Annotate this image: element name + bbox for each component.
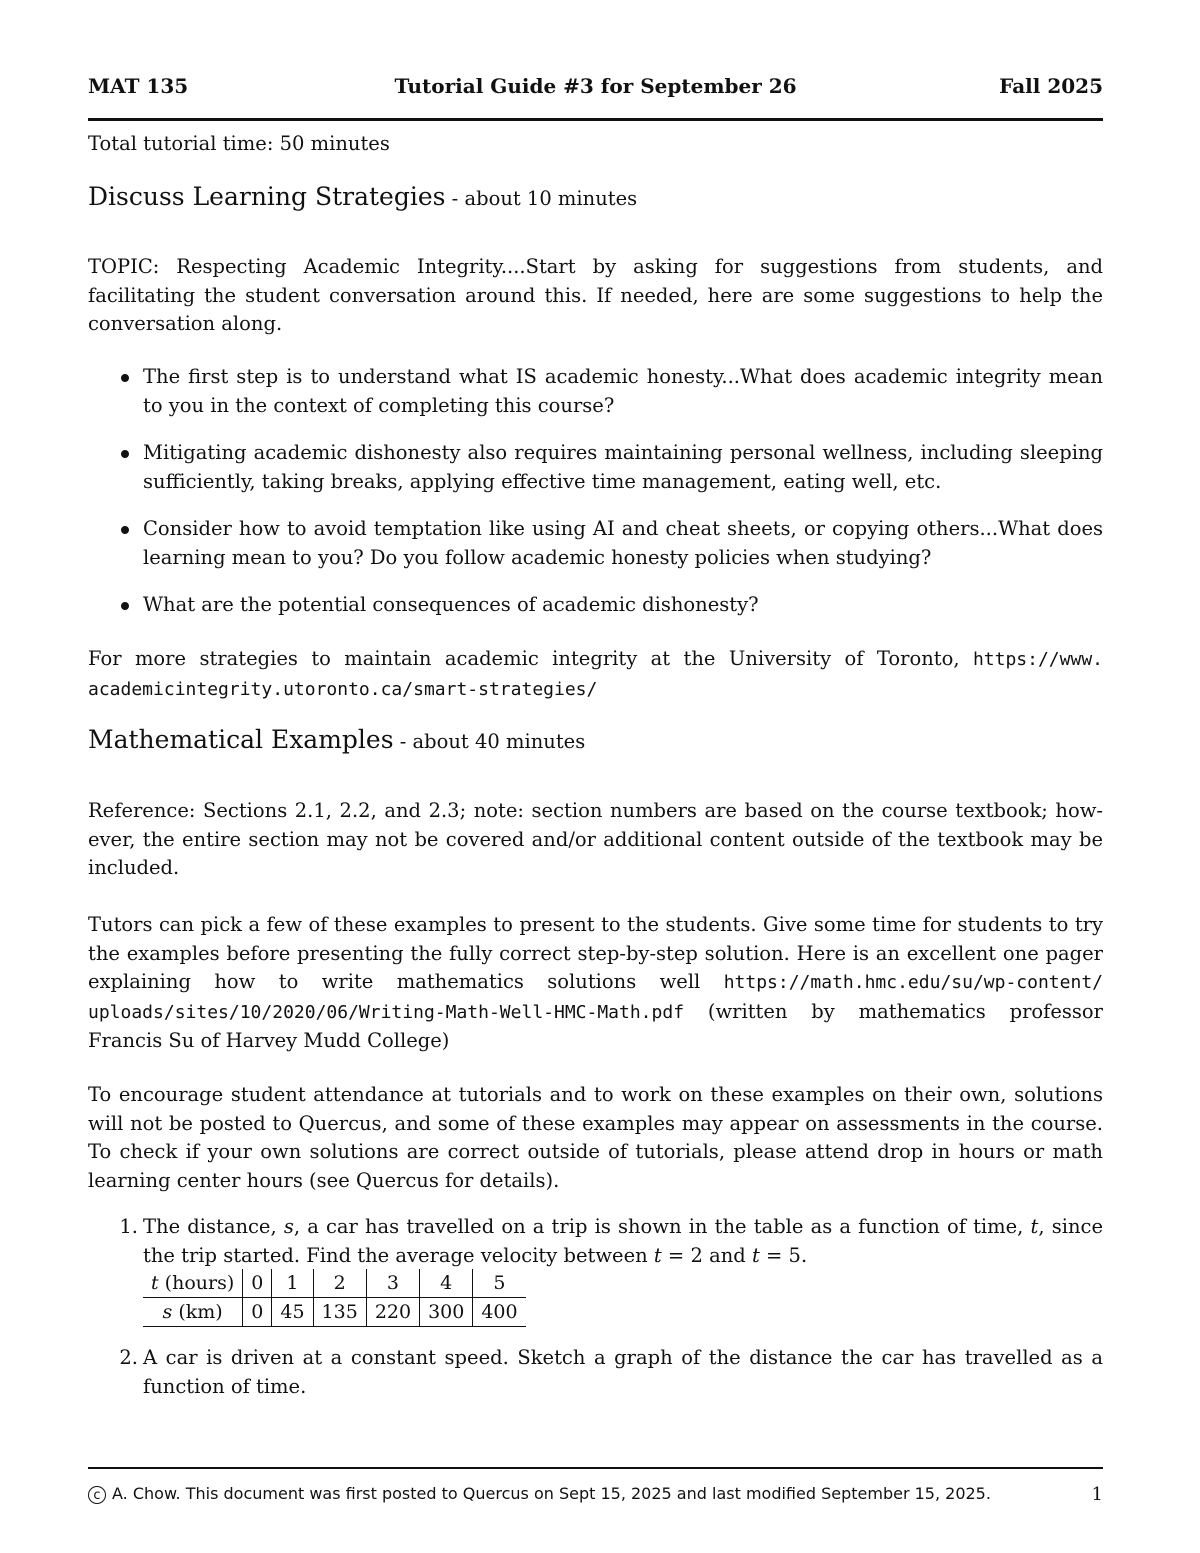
table-row xyxy=(143,1269,526,1298)
academic-integrity-link-cont[interactable]: academicintegrity.utoronto.ca/smart-strategies/ xyxy=(88,678,598,700)
document-title: Tutorial Guide #3 for September 26 xyxy=(394,74,797,98)
table-cell: 5 xyxy=(473,1269,526,1298)
bullet-text: Consider how to avoid temptation like using AI and cheat sheets, or copying others...What does learning mean to you? Do you follow academic honesty policies when studying? xyxy=(143,517,1103,569)
learning-heading-duration: - about 10 minutes xyxy=(445,187,638,210)
table-row xyxy=(143,1298,526,1327)
tutors-text: Tutors can pick a few of these examples to present to the students. Give some time for students to try the examples before presenting the fully correct step-by-step solution. Here is an excellent one pager explaining how to write mathematics solutions well xyxy=(88,913,1103,993)
term-label: Fall 2025 xyxy=(999,74,1103,98)
bullet-dot xyxy=(121,602,129,610)
writing-math-link[interactable]: https://math.hmc.edu/su/wp-content/ xyxy=(723,972,1103,993)
q1-text: , since the trip started. Find the average velocity between xyxy=(143,1215,1103,1267)
bullet-dot xyxy=(121,374,129,382)
learning-heading xyxy=(88,182,637,211)
math-heading xyxy=(88,725,585,754)
var-s: s xyxy=(162,1301,173,1323)
table-cell: 220 xyxy=(366,1298,419,1327)
table-cell: 0 xyxy=(243,1298,272,1327)
table-cell: 135 xyxy=(313,1298,366,1327)
footer-rule xyxy=(88,1467,1103,1469)
reference-paragraph xyxy=(88,797,1103,883)
header-rule xyxy=(88,118,1103,121)
course-code: MAT 135 xyxy=(88,74,189,98)
bullet-text: What are the potential consequences of academic dishonesty? xyxy=(143,593,759,616)
q1-var-t: t xyxy=(1030,1215,1039,1238)
table-cell: 300 xyxy=(420,1298,473,1327)
more-strategies xyxy=(88,645,1103,704)
academic-integrity-link[interactable]: https://www. xyxy=(972,649,1103,670)
question-number: 2. xyxy=(119,1346,138,1369)
encourage-paragraph: To encourage student attendance at tutorials and to work on these examples on their own, solutions will not be posted to Quercus, and some of these examples may appear on assessments in the course. To check if your own solutions are correct outside of tutorials, please attend drop in hours or math learning center hours (see Quercus for details). xyxy=(88,1083,1103,1192)
table-row-label xyxy=(143,1298,243,1327)
table-cell: 45 xyxy=(272,1298,313,1327)
bullet-item xyxy=(143,591,1103,620)
footer-text: A. Chow. This document was first posted to Quercus on Sept 15, 2025 and last modified September 15, 2025. xyxy=(112,1484,991,1503)
learning-heading-title: Discuss Learning Strategies xyxy=(88,182,446,211)
reference-line-1: Reference: Sections 2.1, 2.2, and 2.3; note: section numbers are based on the course textbook; how- xyxy=(88,799,1103,822)
table-cell: 4 xyxy=(420,1269,473,1298)
table-cell: 400 xyxy=(473,1298,526,1327)
question-number: 1. xyxy=(119,1215,138,1238)
bullet-item xyxy=(143,439,1103,496)
bullet-text: The first step is to understand what IS academic honesty...What does academic integrity mean to you in the context of completing this course? xyxy=(143,365,1103,417)
table-cell: 2 xyxy=(313,1269,366,1298)
copyright-icon: c xyxy=(88,1486,106,1504)
total-time: Total tutorial time: 50 minutes xyxy=(88,132,390,155)
table-cell: 3 xyxy=(366,1269,419,1298)
q1-text: , a car has travelled on a trip is shown in the table as a function of time, xyxy=(293,1215,1031,1238)
q1-text: The distance, xyxy=(143,1215,284,1238)
q1-var-s: s xyxy=(283,1215,294,1238)
writing-math-link-cont[interactable]: uploads/sites/10/2020/06/Writing-Math-Well-HMC-Math.pdf xyxy=(88,1001,685,1023)
learning-intro: TOPIC: Respecting Academic Integrity....Start by asking for suggestions from students, and facilitating the student conversation around this. If needed, here are some suggestions to help the conversation along. xyxy=(88,255,1103,335)
distance-time-table xyxy=(143,1269,526,1327)
table-cell: 1 xyxy=(272,1269,313,1298)
var-t: t xyxy=(151,1272,159,1294)
more-strategies-text: For more strategies to maintain academic integrity at the University of Toronto, xyxy=(88,647,973,670)
question-1 xyxy=(143,1213,1103,1270)
q1-var-t: t xyxy=(751,1243,760,1267)
unit-label: (hours) xyxy=(158,1272,235,1294)
q1-text: = 5. xyxy=(759,1243,808,1267)
page-footer xyxy=(88,1484,1103,1504)
reference-line-2: ever, the entire section may not be covered and/or additional content outside of the textbook may be included. xyxy=(88,827,1103,879)
bullet-text: Mitigating academic dishonesty also requires maintaining personal wellness, including sleeping sufficiently, taking breaks, applying effective time management, eating well, etc. xyxy=(143,441,1103,493)
tutors-paragraph xyxy=(88,911,1103,1056)
bullet-item xyxy=(143,515,1103,572)
page-header xyxy=(88,74,1103,104)
bullet-item xyxy=(143,363,1103,420)
bullet-dot xyxy=(121,526,129,534)
table-row-label xyxy=(143,1269,243,1298)
tutors-text-end: (written by mathematics professor Francis Su of Harvey Mudd College) xyxy=(88,999,1103,1052)
math-heading-title: Mathematical Examples xyxy=(88,725,394,754)
math-heading-duration: - about 40 minutes xyxy=(393,730,586,753)
page-number: 1 xyxy=(1091,1484,1103,1505)
q1-text: = 2 and xyxy=(661,1243,752,1267)
bullet-dot xyxy=(121,450,129,458)
table-cell: 0 xyxy=(243,1269,272,1298)
question-2: A car is driven at a constant speed. Sketch a graph of the distance the car has travelled as a function of time. xyxy=(143,1346,1103,1398)
q1-var-t: t xyxy=(653,1243,662,1267)
unit-label: (km) xyxy=(172,1301,223,1323)
